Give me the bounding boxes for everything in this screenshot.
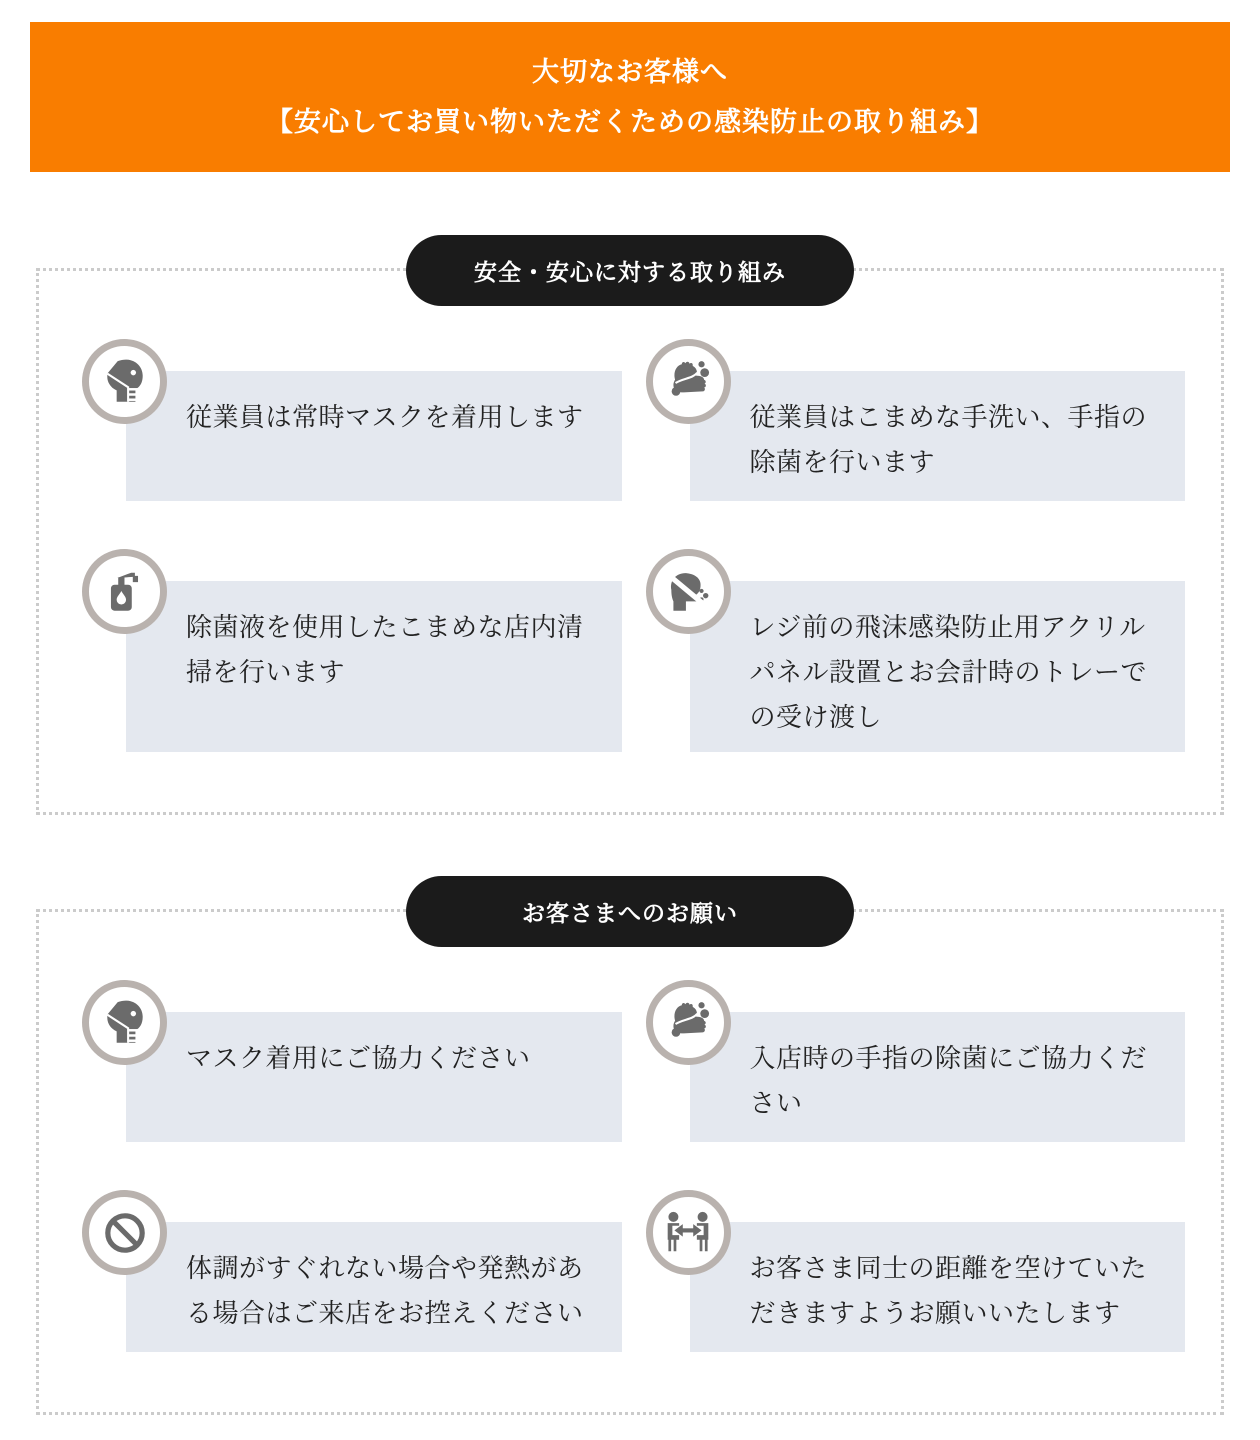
measure-card [126, 371, 622, 501]
measure-card [690, 581, 1186, 752]
no-entry-icon [82, 1190, 167, 1275]
request-text: マスク着用にご協力ください [186, 1043, 531, 1073]
banner-line-1: 大切なお客様へ [532, 57, 728, 87]
banner-line-2: 【安心してお買い物いただくための感染防止の取り組み】 [266, 107, 994, 137]
list-item [82, 339, 622, 501]
request-card [690, 1222, 1186, 1352]
request-text: お客さま同士の距離を空けていただきますようお願いいたします [749, 1253, 1148, 1328]
hand-wash-icon [646, 339, 731, 424]
list-item [82, 549, 622, 752]
section-customer-requests [36, 900, 1224, 1415]
section-safety-measures [36, 259, 1224, 815]
request-text: 入店時の手指の除菌にご協力ください [749, 1043, 1148, 1118]
list-item [646, 339, 1186, 501]
section-title: 安全・安心に対する取り組み [474, 259, 786, 285]
measure-text: 除菌液を使用したこまめな店内清掃を行います [186, 612, 584, 687]
section-requests-grid [39, 912, 1221, 1412]
section-title-pill [406, 235, 854, 306]
measure-text: レジ前の飛沫感染防止用アクリルパネル設置とお会計時のトレーでの受け渡し [749, 612, 1148, 732]
sanitizer-bottle-icon [82, 549, 167, 634]
droplet-block-icon [646, 549, 731, 634]
list-item [646, 980, 1186, 1142]
measure-text: 従業員はこまめな手洗い、手指の除菌を行います [749, 402, 1148, 477]
hand-wash-icon [646, 980, 731, 1065]
list-item [646, 549, 1186, 752]
section-safety-grid [39, 271, 1221, 812]
list-item [646, 1190, 1186, 1352]
measure-text: 従業員は常時マスクを着用します [186, 402, 584, 432]
banner [30, 22, 1230, 172]
mask-face-icon [82, 980, 167, 1065]
list-item [82, 1190, 622, 1352]
request-card [126, 1012, 622, 1142]
request-card [126, 1222, 622, 1352]
request-text: 体調がすぐれない場合や発熱がある場合はご来店をお控えください [186, 1253, 584, 1328]
measure-card [690, 371, 1186, 501]
section-title: お客さまへのお願い [522, 900, 738, 926]
measure-card [126, 581, 622, 752]
mask-face-icon [82, 339, 167, 424]
section-title-pill [406, 876, 854, 947]
list-item [82, 980, 622, 1142]
social-distance-icon [646, 1190, 731, 1275]
request-card [690, 1012, 1186, 1142]
